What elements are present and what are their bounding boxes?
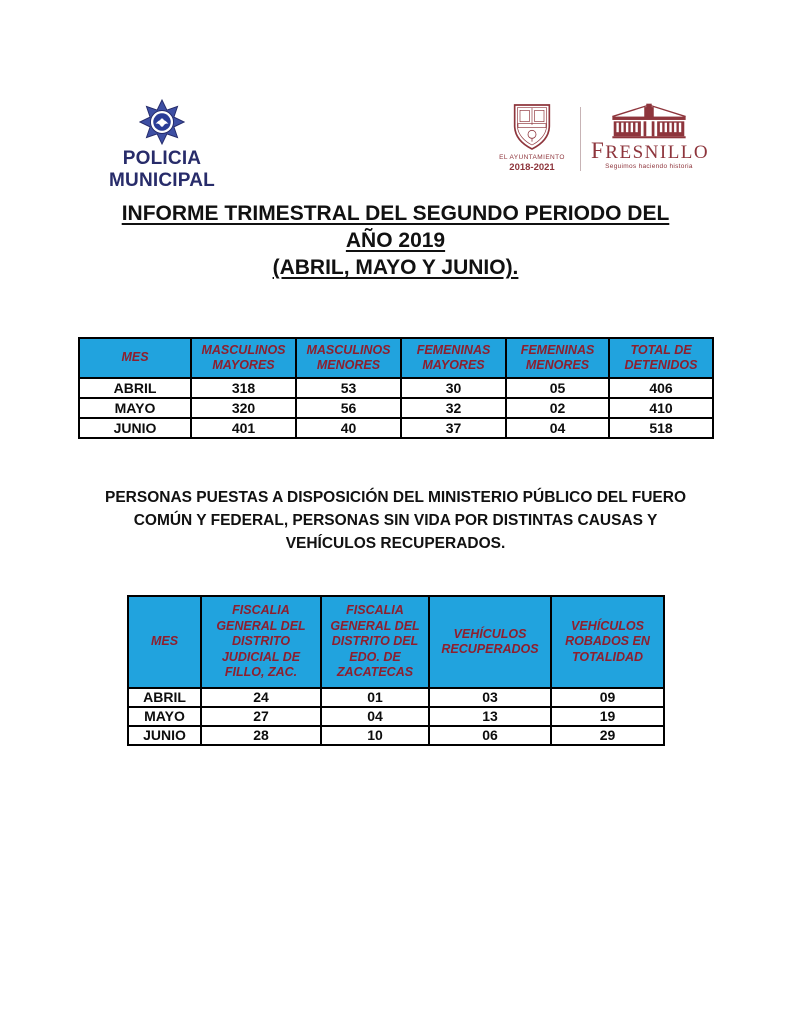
page-title xyxy=(0,200,791,281)
cell-value: 37 xyxy=(401,418,506,438)
cell-value: 56 xyxy=(296,398,401,418)
ayuntamiento-years: 2018-2021 xyxy=(509,162,555,173)
table-row xyxy=(128,726,664,745)
cell-value: 320 xyxy=(191,398,296,418)
cell-value: 10 xyxy=(321,726,429,745)
cell-value: 01 xyxy=(321,688,429,707)
cell-value: 32 xyxy=(401,398,506,418)
cell-value: 03 xyxy=(429,688,551,707)
title-line-3: (ABRIL, MAYO Y JUNIO). xyxy=(272,256,519,279)
intro-line-3: VEHÍCULOS RECUPERADOS. xyxy=(285,535,506,552)
ayuntamiento-logo xyxy=(494,103,570,173)
column-header-fiscalia-estado: FISCALIA GENERAL DEL DISTRITO DEL EDO. DE ZACATECAS xyxy=(321,596,429,688)
intro-paragraph xyxy=(0,486,791,555)
cell-value: 406 xyxy=(609,378,713,398)
disposicion-table xyxy=(127,595,665,746)
disposicion-header-row xyxy=(128,596,664,688)
cell-value: 24 xyxy=(201,688,321,707)
title-line-2: AÑO 2019 xyxy=(345,229,446,252)
column-header-fiscalia-distrito-judicial: FISCALIA GENERAL DEL DISTRITO JUDICIAL DE FILLO, ZAC. xyxy=(201,596,321,688)
cell-value: 06 xyxy=(429,726,551,745)
fresnillo-wordmark: FRESNILLO xyxy=(591,138,710,163)
police-logo-line1: POLICIA xyxy=(122,148,202,169)
fresnillo-tagline: Seguimos haciendo historia xyxy=(605,163,693,170)
cell-value: 28 xyxy=(201,726,321,745)
cell-value: 518 xyxy=(609,418,713,438)
table-row xyxy=(128,707,664,726)
cell-value: 29 xyxy=(551,726,664,745)
column-header-mes: MES xyxy=(128,596,201,688)
intro-line-1: PERSONAS PUESTAS A DISPOSICIÓN DEL MINISTERIO PÚBLICO DEL FUERO xyxy=(104,489,687,506)
column-header-vehiculos-recuperados: VEHÍCULOS RECUPERADOS xyxy=(429,596,551,688)
detenidos-header-row xyxy=(79,338,713,378)
column-header-mes: MES xyxy=(79,338,191,378)
cell-mes: JUNIO xyxy=(79,418,191,438)
header-right-logos xyxy=(494,103,710,173)
cell-mes: MAYO xyxy=(128,707,201,726)
cell-value: 04 xyxy=(506,418,609,438)
cell-value: 318 xyxy=(191,378,296,398)
police-municipal-logo xyxy=(96,98,228,192)
ayuntamiento-caption: EL AYUNTAMIENTO xyxy=(499,154,565,161)
cell-value: 09 xyxy=(551,688,664,707)
cell-value: 53 xyxy=(296,378,401,398)
cell-value: 02 xyxy=(506,398,609,418)
cell-mes: JUNIO xyxy=(128,726,201,745)
table-row xyxy=(79,378,713,398)
cell-value: 401 xyxy=(191,418,296,438)
cell-mes: ABRIL xyxy=(128,688,201,707)
cell-value: 40 xyxy=(296,418,401,438)
cell-value: 13 xyxy=(429,707,551,726)
cell-value: 04 xyxy=(321,707,429,726)
column-header-masculinos-mayores: MASCULINOS MAYORES xyxy=(191,338,296,378)
cell-value: 05 xyxy=(506,378,609,398)
cell-value: 19 xyxy=(551,707,664,726)
column-header-masculinos-menores: MASCULINOS MENORES xyxy=(296,338,401,378)
police-logo-line2: MUNICIPAL xyxy=(109,170,215,191)
column-header-femeninas-mayores: FEMENINAS MAYORES xyxy=(401,338,506,378)
intro-line-2: COMÚN Y FEDERAL, PERSONAS SIN VIDA POR DISTINTAS CAUSAS Y xyxy=(133,512,658,529)
fresnillo-building-icon xyxy=(591,103,707,141)
cell-value: 30 xyxy=(401,378,506,398)
column-header-total-detenidos: TOTAL DE DETENIDOS xyxy=(609,338,713,378)
police-star-badge-icon xyxy=(96,98,228,146)
table-row xyxy=(79,398,713,418)
ayuntamiento-shield-icon xyxy=(494,103,570,151)
cell-value: 410 xyxy=(609,398,713,418)
cell-mes: MAYO xyxy=(79,398,191,418)
title-line-1: INFORME TRIMESTRAL DEL SEGUNDO PERIODO DEL xyxy=(121,202,670,225)
table-row xyxy=(128,688,664,707)
detenidos-table xyxy=(78,337,714,439)
cell-mes: ABRIL xyxy=(79,378,191,398)
column-header-vehiculos-robados: VEHÍCULOS ROBADOS EN TOTALIDAD xyxy=(551,596,664,688)
fresnillo-logo xyxy=(591,103,710,171)
cell-value: 27 xyxy=(201,707,321,726)
table-row xyxy=(79,418,713,438)
column-header-femeninas-menores: FEMENINAS MENORES xyxy=(506,338,609,378)
logo-divider xyxy=(580,107,581,171)
